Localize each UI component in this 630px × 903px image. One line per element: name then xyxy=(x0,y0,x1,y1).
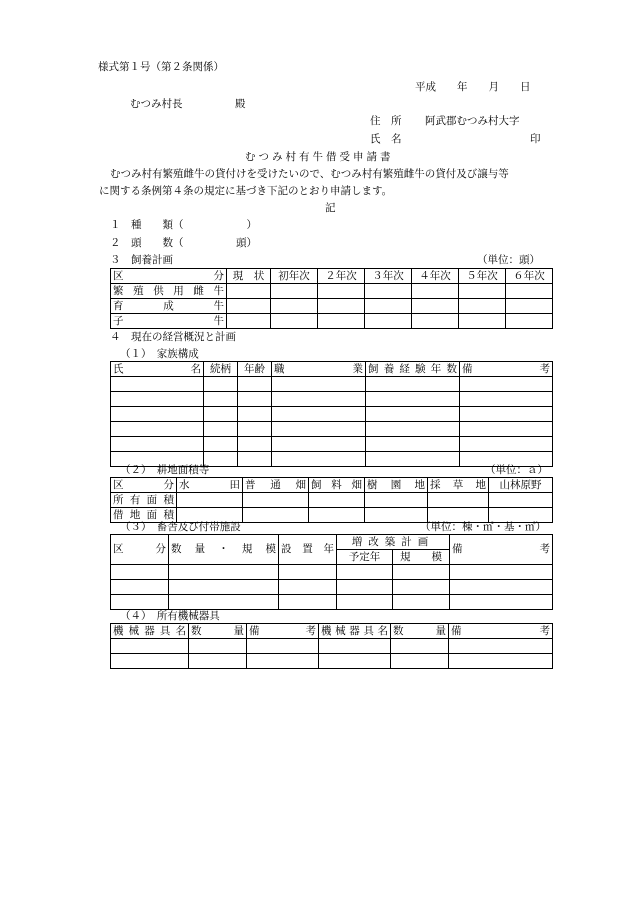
col-header: 飼料畑 xyxy=(309,478,365,493)
address-value: 阿武郡むつみ村大字 xyxy=(425,115,520,127)
col-header: 氏 名 xyxy=(111,362,204,377)
col-header: 職 業 xyxy=(272,362,366,377)
col-header: ４年次 xyxy=(412,269,459,284)
row-label: 借地面積 xyxy=(111,508,177,523)
addressee: むつみ村長 殿 xyxy=(130,98,246,110)
body-line-1: むつみ村有繁殖雌牛の貸付けを受けたいので、むつみ村有繁殖雌牛の貸付及び譲与等 xyxy=(110,168,509,180)
family-table xyxy=(110,361,553,467)
name-label: 氏 名 xyxy=(370,133,402,145)
col-header: 数 量 xyxy=(391,624,449,639)
col-header: 機械器具名 xyxy=(111,624,189,639)
section4-title: ４ 現在の経営概況と計画 xyxy=(110,331,236,343)
land-title: （２） 耕地面積等 xyxy=(120,464,210,476)
col-header: 備 考 xyxy=(460,362,553,377)
row-label: 育 成 牛 xyxy=(111,299,227,314)
item-kind: １ 種 類（ ） xyxy=(110,219,257,231)
feeding-plan-table xyxy=(110,268,553,329)
col-header: ２年次 xyxy=(318,269,365,284)
seal-mark: 印 xyxy=(530,133,541,145)
section3-title: ３ 飼養計画 xyxy=(110,254,173,266)
barn-title: （３） 畜舎及び付帯施設 xyxy=(120,521,241,533)
col-header: 備 考 xyxy=(449,624,553,639)
col-header: 機械器具名 xyxy=(319,624,391,639)
land-area-table xyxy=(110,477,553,523)
col-header: 備 考 xyxy=(247,624,319,639)
col-header: 飼養経験年数 xyxy=(366,362,460,377)
col-header: 区 分 xyxy=(111,478,177,493)
col-header: ５年次 xyxy=(459,269,506,284)
row-label: 子 牛 xyxy=(111,314,227,329)
col-header: ３年次 xyxy=(365,269,412,284)
ki-mark: 記 xyxy=(325,202,336,214)
col-header: 設置年 xyxy=(279,535,337,565)
col-header: 山林原野 xyxy=(489,478,553,493)
col-header: 現 状 xyxy=(227,269,271,284)
date-line: 平成 年 月 日 xyxy=(415,81,531,93)
col-header: 増改築計画 xyxy=(337,535,450,550)
col-header: 採草地 xyxy=(428,478,489,493)
col-header: 年齢 xyxy=(238,362,272,377)
col-header: 数 量 xyxy=(189,624,247,639)
col-header: 水 田 xyxy=(177,478,243,493)
form-number: 様式第１号（第２条関係） xyxy=(98,61,224,73)
col-header: 続柄 xyxy=(204,362,238,377)
col-header: 樹園地 xyxy=(365,478,428,493)
address-label: 住 所 xyxy=(370,115,402,127)
col-header: 備 考 xyxy=(450,535,553,565)
machines-title: （４） 所有機械器具 xyxy=(120,610,220,622)
col-header: 規 模 xyxy=(393,550,450,565)
section3-unit: （単位：頭） xyxy=(477,254,540,266)
family-title: （１） 家族構成 xyxy=(120,348,199,360)
col-header: 区 分 xyxy=(111,269,227,284)
col-header: 数量・規模 xyxy=(169,535,279,565)
machines-table xyxy=(110,623,553,669)
col-header: 区 分 xyxy=(111,535,169,565)
barn-table xyxy=(110,534,553,610)
body-line-2: に関する条例第４条の規定に基づき下記のとおり申請します。 xyxy=(99,185,393,197)
col-header: 普 通 畑 xyxy=(243,478,309,493)
row-label: 所有面積 xyxy=(111,493,177,508)
col-header: 予定年 xyxy=(337,550,393,565)
col-header: 初年次 xyxy=(271,269,318,284)
col-header: ６年次 xyxy=(506,269,553,284)
barn-unit: （単位：棟・㎡・基・㎥） xyxy=(420,521,546,533)
item-count: ２ 頭 数（ 頭） xyxy=(110,237,257,249)
land-unit: （単位：ａ） xyxy=(485,464,548,476)
document-title: むつみ村有牛借受申請書 xyxy=(245,151,394,163)
row-label: 繁殖供用雌牛 xyxy=(111,284,227,299)
